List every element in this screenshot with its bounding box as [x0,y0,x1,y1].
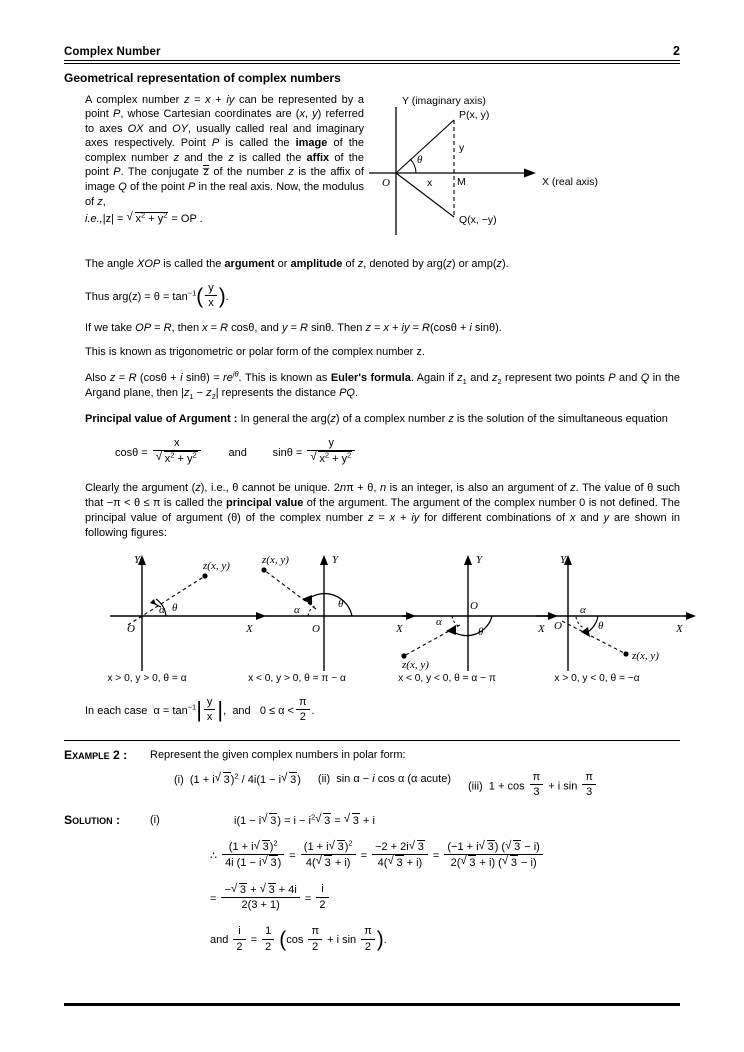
solution-line-2: ∴ $\frac{(1 + i √ 3)^2}{4i (1 - i √ 3)}$ = $\frac{(1 + i √ 3)^2}{4( √ 3 + i)}$ = $\frac{-2 + 2i √ 3}{4( √ 3 + i)}$ = $\frac{(-1 + i √ 3) ( √ 3 - i)}{2( √ 3 + i) ( √ 3 - i)}$ [150,841,680,872]
clearly-paragraph: Clearly the argument (z), i.e., θ cannot be unique. 2nπ + θ, n is an integer, is also an argument of z. The value of θ such that −π < θ ≤ π is called the principal value of the argument. The argument of the complex number 0 is not defined. The principal value of argument (θ) of the complex number z = x + iy for different combinations of x and y are shown in following figures: [85,481,681,539]
origin-label: O [382,176,390,189]
modulus-equation: i.e.,|z| = √ $x^2 + y^2$ = OP . [85,212,364,225]
example-item-2: (ii) sin α − i cos α (α acute) [317,772,452,785]
foot-m-label: M [457,175,466,188]
thus-arg-numerator: y [205,282,217,297]
quadrant-2-caption: x < 0, y > 0, θ = π − α [248,672,346,684]
intro-paragraph: A complex number z = x + iy can be represented by a point P, whose Cartesian coordinates are (x, y) referred to axes OX and OY, usually called real and imaginary axes respectively. Point P is called the image of the complex number z and the z is called the affix of the point P. The conjugate z̅ of the number z is the affix of image Q of the point P in the real axis. Now, the modulus of z, [85,93,365,208]
argand-diagram-main [364,93,624,243]
intro-text-column [64,93,364,243]
sin-numerator: y [307,437,355,452]
quadrant-1-caption: x > 0, y > 0, θ = α [107,672,187,684]
x-axis-arrowhead [524,168,536,177]
quadrant-figures-svg [106,549,722,671]
solution-line-1: (i) i(1 − i √ $3) = i - i^2$ √ 3 = √ 3 + i [150,813,680,829]
quadrant-4-figure [536,554,696,671]
argument-paragraph: The angle XOP is called the argument or amplitude of z, denoted by arg(z) or amp(z). [85,257,509,270]
thus-arg-equation: Thus $arg(z) = \theta = \tan^{-1}$( $\frac{y}{x}$ ). [85,281,229,310]
quadrant-3-figure [401,554,558,671]
quadrant-4-caption: x > 0, y < 0, θ = −α [554,672,640,684]
cos-equation: cosθ = x √ $x^2 + y^2$ [115,438,203,468]
thus-arg-exponent: −1 [187,288,197,298]
q1-origin-label: O [127,622,135,635]
q3-origin-label: O [470,599,478,612]
q3-point-label: z(x, y) [402,658,429,671]
q3-y-arrowhead [464,555,472,565]
point-q-label: Q(x, −y) [459,213,497,226]
q4-x-label: X [676,622,683,635]
q4-theta-label: θ [598,619,604,632]
figure-main-column [364,93,680,243]
x-leg-label: x [427,176,433,189]
x-axis-label: X (real axis) [542,175,599,188]
thus-arg-prefix: Thus arg(z) = θ = tan [85,290,188,303]
quadrant-3-caption: x < 0, y < 0, θ = α − π [398,672,496,684]
quadrant-2-figure [260,554,416,671]
q1-theta-label: θ [172,601,178,614]
y-axis-label: Y (imaginary axis) [402,94,486,107]
q2-origin-label: O [312,622,320,635]
intro-row [64,93,680,243]
example-divider [64,740,680,741]
solution-label: Solution : [64,812,121,827]
solution-line-4: and $\frac{i}{2}$ = $\frac{1}{2}$ (cos $\frac{\pi}{2}$ + i sin $\frac{\pi}{2}$ ). [210,924,387,953]
solution-body [150,813,680,955]
example-item-1: (i) (1 + i √ 3)$^2$ / 4i(1 − i √ 3) [174,772,301,801]
solution-line-3: = $\frac{- √ 3 + √ 3 + 4i}{2(3 + 1)}$ = $\frac{i}{2}$ [150,884,680,914]
example-item-1-num: (i) [174,773,184,786]
in-each-case-range-den: 2 [299,711,306,724]
example-item-2-num: (ii) [317,772,331,785]
page-number: 2 [673,44,680,58]
q2-alpha-arc [308,605,316,616]
angle-theta-arc [410,159,416,173]
example-items [150,772,680,801]
principal-value-paragraph [85,412,680,427]
example-prompt: Represent the given complex numbers in polar form: [150,748,406,761]
in-each-case-num: y [204,696,216,711]
trig-form-paragraph: This is known as trigonometric or polar form of the complex number z. [85,345,425,358]
cos-lhs: cosθ = [115,446,148,459]
point-p-label: P(x, y) [459,108,490,121]
solution-row [64,813,680,955]
q1-ray-dashed [128,576,205,625]
in-each-case-prefix: In each case [85,705,148,718]
q4-alpha-arc [576,617,584,628]
page-header [64,0,680,58]
q1-point-label: z(x, y) [203,559,230,572]
segment-oq [396,173,454,217]
q3-y-label: Y [476,553,483,566]
thus-arg-denominator: x [208,297,214,310]
header-rule-top [64,60,680,61]
in-each-case-range-num: π [296,696,310,711]
q3-point-marker [401,653,406,658]
q2-y-label: Y [332,553,339,566]
header-rule-bottom [64,63,680,64]
in-each-case-period: . [311,705,315,718]
in-each-case-line: In each case $\alpha = \tan^{-1}|$ $\frac{y}{x}$ |, and 0 ≤ α < $\frac{\pi}{2}$ . [85,695,315,724]
q1-x-label: X [246,622,253,635]
q2-point-label: z(x, y) [262,553,289,566]
example-row [64,748,680,801]
sin-lhs: sinθ = [272,446,303,459]
q3-theta-arrowhead [446,625,456,635]
q2-theta-label: θ [338,597,344,610]
q2-point-marker [261,567,266,572]
if-we-take-paragraph: If we take OP = R, then x = R cosθ, and y = R sinθ. Then z = x + iy = R(cosθ + i sinθ). [85,321,502,334]
q4-alpha-arrowhead [581,627,590,637]
in-each-case-and: and [232,705,251,718]
q3-theta-label: θ [478,625,484,638]
q1-y-label: Y [134,553,141,566]
in-each-case-exponent: −1 [187,702,197,712]
example-item-3: (iii) 1 + cos $\frac{\pi}{3}$ + i sin $\frac{\pi}{3}$ [468,772,598,801]
page-bottom-rule [64,1003,680,1006]
q2-ray-dashed [264,570,316,609]
euler-paragraph: Also z = R (cosθ + i $\sin\theta) = re^{i\theta}$. This is known as Euler's formula. Again if $z_1$ and $z_2$ represent two points P and Q in the Argand plane, then $|z_1 - z_2|$ represents the distance PQ. [85,368,681,401]
example-label: Example 2 : [64,747,128,762]
y-leg-label: y [459,141,465,154]
q4-point-label: z(x, y) [632,649,659,662]
header-title: Complex Number [64,46,161,58]
in-each-case-range: 0 ≤ α < [259,705,294,718]
q3-alpha-label: α [436,615,442,628]
q1-point-marker [202,573,207,578]
q4-point-marker [623,651,628,656]
q4-x-arrowhead [686,612,696,620]
q2-y-arrowhead [320,555,328,565]
and-connector: and [228,446,247,459]
q1-alpha-arrowhead [150,599,156,605]
segment-op [396,120,454,173]
section-title: Geometrical representation of complex numbers [64,70,341,85]
q4-origin-label: O [554,619,562,632]
example-item-3-num: (iii) [468,780,483,793]
q4-alpha-label: α [580,603,586,616]
in-each-case-alpha: α = tan [153,705,188,718]
cos-numerator: x [153,437,201,452]
q2-alpha-label: α [294,603,300,616]
quadrant-figures-row [64,549,683,671]
q3-x-label: X [538,622,545,635]
q1-alpha-label: α [159,603,165,616]
quadrant-1-figure [110,554,266,671]
quadrant-captions-row [64,673,680,684]
q4-y-label: Y [560,553,567,566]
in-each-case-den: x [206,711,213,724]
sin-equation: sinθ = y √ $x^2 + y^2$ [273,438,358,468]
cos-sin-equations [85,438,680,468]
q2-theta-arc [308,593,352,615]
q2-x-label: X [396,622,403,635]
example-body [150,748,680,801]
principal-value-label: Principal value of Argument : [85,412,238,425]
solution-item-num: (i) [150,813,160,826]
angle-theta-label: θ [417,153,423,166]
principal-value-text: In general the arg(z) of a complex number z is the solution of the simultaneous equation [240,412,668,425]
